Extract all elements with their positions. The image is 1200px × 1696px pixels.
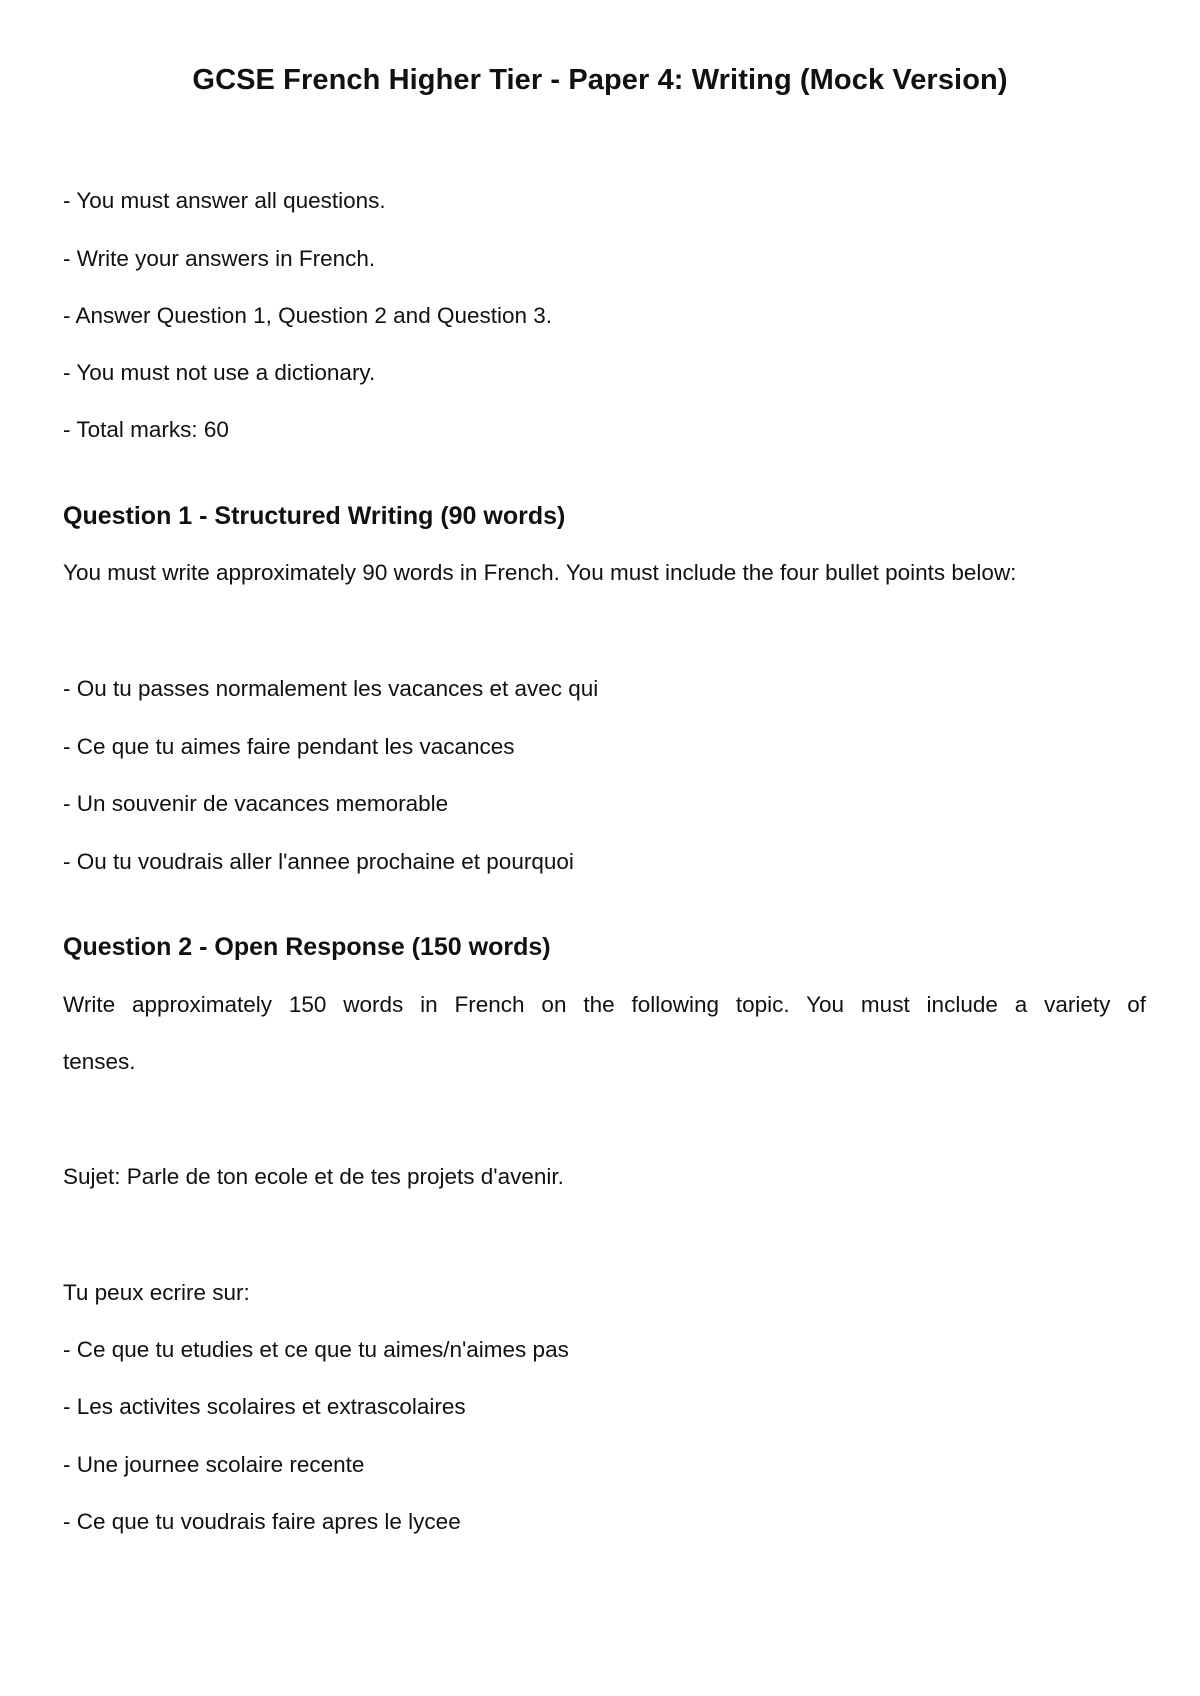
instruction-item: - Total marks: 60: [63, 417, 229, 442]
question-2-bullet: - Ce que tu etudies et ce que tu aimes/n'aimes pas: [63, 1337, 569, 1362]
question-1-bullet: - Ou tu voudrais aller l'annee prochaine et pourquoi: [63, 849, 574, 874]
question-1-heading: Question 1 - Structured Writing (90 words): [63, 502, 566, 530]
instruction-item: - Answer Question 1, Question 2 and Question 3.: [63, 303, 553, 328]
question-2-intro-line-2: tenses.: [63, 1049, 136, 1074]
question-2-bullet: - Les activites scolaires et extrascolaires: [63, 1394, 466, 1419]
question-2-bullet: - Ce que tu voudrais faire apres le lycee: [63, 1509, 461, 1534]
question-2-subject: Sujet: Parle de ton ecole et de tes projets d'avenir.: [63, 1164, 564, 1189]
instruction-item: - You must not use a dictionary.: [63, 360, 376, 385]
page-title: GCSE French Higher Tier - Paper 4: Writing (Mock Version): [192, 64, 1008, 96]
question-2-intro-line-1: Write approximately 150 words in French on the following topic. You must include a variety of: [63, 992, 1146, 1017]
question-2-prompt: Tu peux ecrire sur:: [63, 1280, 250, 1305]
question-2-heading: Question 2 - Open Response (150 words): [63, 933, 551, 961]
question-1-bullet: - Un souvenir de vacances memorable: [63, 791, 449, 816]
question-1-intro: You must write approximately 90 words in French. You must include the four bullet points below:: [63, 560, 1017, 585]
instruction-item: - Write your answers in French.: [63, 246, 376, 271]
instruction-item: - You must answer all questions.: [63, 188, 386, 213]
question-2-bullet: - Une journee scolaire recente: [63, 1452, 365, 1477]
question-1-bullet: - Ce que tu aimes faire pendant les vacances: [63, 734, 515, 759]
question-1-bullet: - Ou tu passes normalement les vacances et avec qui: [63, 676, 599, 701]
